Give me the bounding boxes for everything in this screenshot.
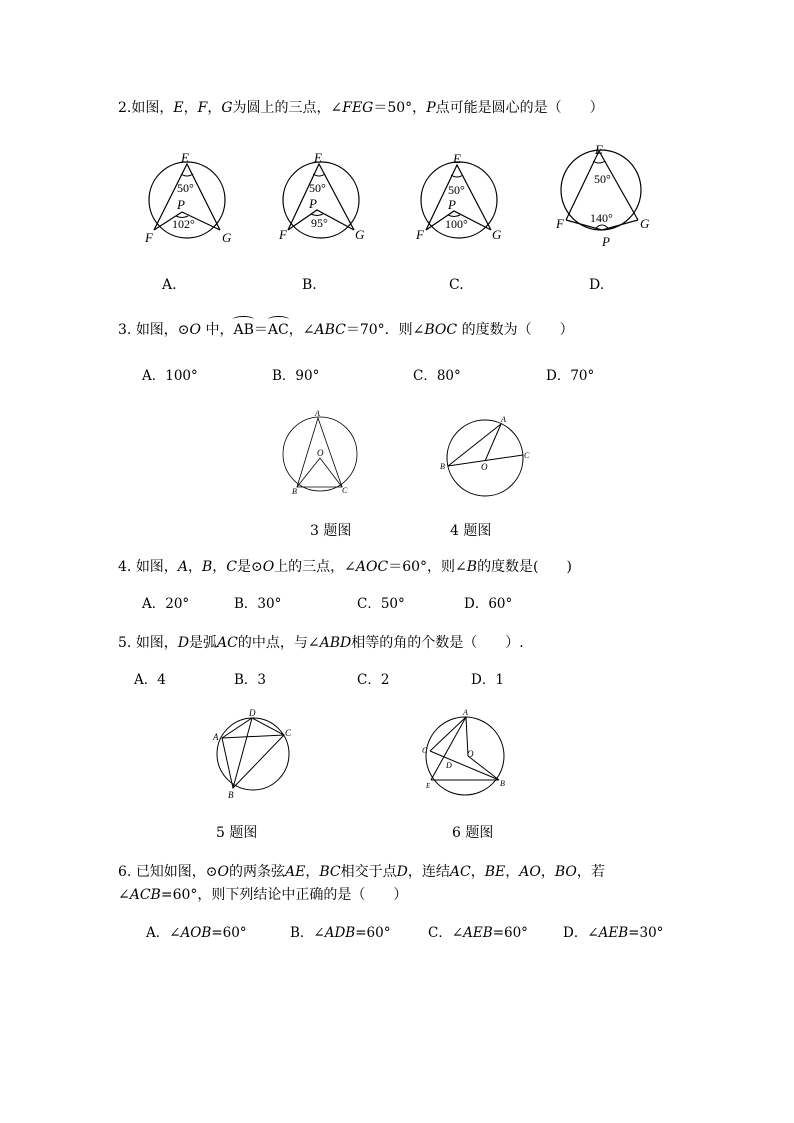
q2c-label-f: F <box>416 227 424 242</box>
q4-option-b: B．30° <box>234 596 282 612</box>
caption-fig5: 5 题图 <box>216 825 258 841</box>
fig6-chord-bc <box>430 751 499 780</box>
fig3-label-a: A <box>315 409 320 418</box>
q4-option-c: C．50° <box>357 596 405 612</box>
caption-fig3: 3 题图 <box>310 523 352 539</box>
fig3-label-o: O <box>317 448 324 458</box>
q2b-label-p: P <box>309 196 317 211</box>
fig6-circle <box>426 717 504 795</box>
q2-option-b: B. <box>302 277 317 293</box>
q4-option-a: A．20° <box>142 596 190 612</box>
q2d-angle-top: 50° <box>594 172 611 186</box>
figure-3 <box>280 410 370 500</box>
q5-option-c: C．2 <box>357 672 390 688</box>
fig4-radius-oa <box>485 424 501 461</box>
fig3-label-c: C <box>342 486 348 495</box>
figure-6 <box>418 708 512 802</box>
q2-option-c: C. <box>449 277 464 293</box>
q4-option-d: D．60° <box>464 596 513 612</box>
question-5-text: 5. 如图，D是弧AC的中点，与∠ABD相等的角的个数是（ ）. <box>118 635 524 651</box>
q5-option-a: A．4 <box>134 672 166 688</box>
q2-option-a: A. <box>162 277 177 293</box>
question-3-text: 3. 如图，⊙O 中，AB＝AC，∠ABC＝70°．则∠BOC 的度数为（ ） <box>118 322 574 338</box>
q2a-label-p: P <box>177 197 185 212</box>
fig6-label-c: C <box>422 746 428 755</box>
q3-option-b: B．90° <box>272 368 320 384</box>
q2-figure-c <box>412 150 512 250</box>
fig6-chord-ae <box>431 717 466 780</box>
fig6-radius-bo <box>468 756 499 780</box>
q2-figure-a <box>140 150 240 250</box>
fig3-label-b: B <box>292 487 297 496</box>
q6-option-c: C．∠AEB=60° <box>428 925 528 941</box>
q6-option-d: D．∠AEB=30° <box>563 925 664 941</box>
arc-ab: AB <box>233 322 254 338</box>
fig6-label-e: E <box>426 782 431 790</box>
q6-option-b: B．∠ADB=60° <box>290 925 391 941</box>
question-6-text: 6. 已知如图，⊙O的两条弦AE，BC相交于点D，连结AC，BE，AO，BO，若 <box>118 864 605 880</box>
q6-option-a: A．∠AOB=60° <box>146 925 247 941</box>
caption-fig4: 4 题图 <box>450 523 492 539</box>
q5-option-d: D．1 <box>471 672 504 688</box>
fig6-label-o: O <box>467 749 474 759</box>
q2-figure-d <box>550 142 660 252</box>
q2c-angle-top: 50° <box>448 183 465 197</box>
q3-option-c: C．80° <box>413 368 461 384</box>
fig5-label-a: A <box>213 732 219 742</box>
q2b-label-e: E <box>314 150 322 165</box>
fig6-label-a: A <box>463 708 468 717</box>
q2a-label-g: G <box>222 230 232 245</box>
q5-option-b: B．3 <box>234 672 267 688</box>
arc-ac: AC <box>267 322 289 338</box>
fig4-label-b: B <box>440 462 445 471</box>
q2a-label-e: E <box>181 150 189 165</box>
fig6-label-b: B <box>500 779 505 788</box>
q2b-angle-top: 50° <box>309 181 326 195</box>
q2a-angle-top: 50° <box>177 181 194 195</box>
q2d-label-p: P <box>602 234 610 249</box>
q3-option-a: A．100° <box>142 368 198 384</box>
fig6-chord-ac <box>430 717 466 751</box>
q2b-label-g: G <box>355 227 365 242</box>
fig4-label-c: C <box>524 451 530 460</box>
figure-4 <box>435 410 535 502</box>
q2b-label-f: F <box>279 227 287 242</box>
q2-option-d: D. <box>589 277 605 293</box>
fig5-label-b: B <box>228 790 234 800</box>
q3-option-d: D．70° <box>546 368 595 384</box>
question-2-text: 2.如图，E，F，G为圆上的三点，∠FEG＝50°，P点可能是圆心的是（ ） <box>118 100 604 116</box>
caption-fig6: 6 题图 <box>452 825 494 841</box>
q2d-label-e: E <box>595 142 603 157</box>
fig5-circle <box>217 718 289 790</box>
q2d-label-g: G <box>640 216 650 231</box>
q2a-angle-bottom: 102° <box>172 217 195 231</box>
q2c-angle-bottom: 100° <box>445 217 468 231</box>
fig5-quad <box>222 718 284 788</box>
q2d-label-f: F <box>556 216 564 231</box>
q2c-label-g: G <box>492 227 502 242</box>
fig5-label-c: C <box>285 728 292 738</box>
q2c-label-e: E <box>453 151 461 166</box>
fig5-label-d: D <box>249 708 256 718</box>
fig3-radii <box>297 458 342 487</box>
q2d-angle-bottom: 140° <box>590 211 613 225</box>
fig4-label-a: A <box>501 415 506 424</box>
fig5-chord-ac <box>222 735 284 738</box>
q2b-angle-bottom: 95° <box>311 216 328 230</box>
question-6-text-line2: ∠ACB=60°，则下列结论中正确的是（ ） <box>118 887 408 903</box>
q2c-label-p: P <box>448 197 456 212</box>
figure-5 <box>208 708 298 800</box>
q2-figure-b <box>275 150 375 250</box>
fig4-label-o: O <box>481 462 488 472</box>
fig6-label-d: D <box>446 761 452 770</box>
question-4-text: 4. 如图，A，B，C是⊙O上的三点，∠AOC＝60°，则∠B的度数是( ) <box>118 559 572 575</box>
q2a-label-f: F <box>145 230 153 245</box>
